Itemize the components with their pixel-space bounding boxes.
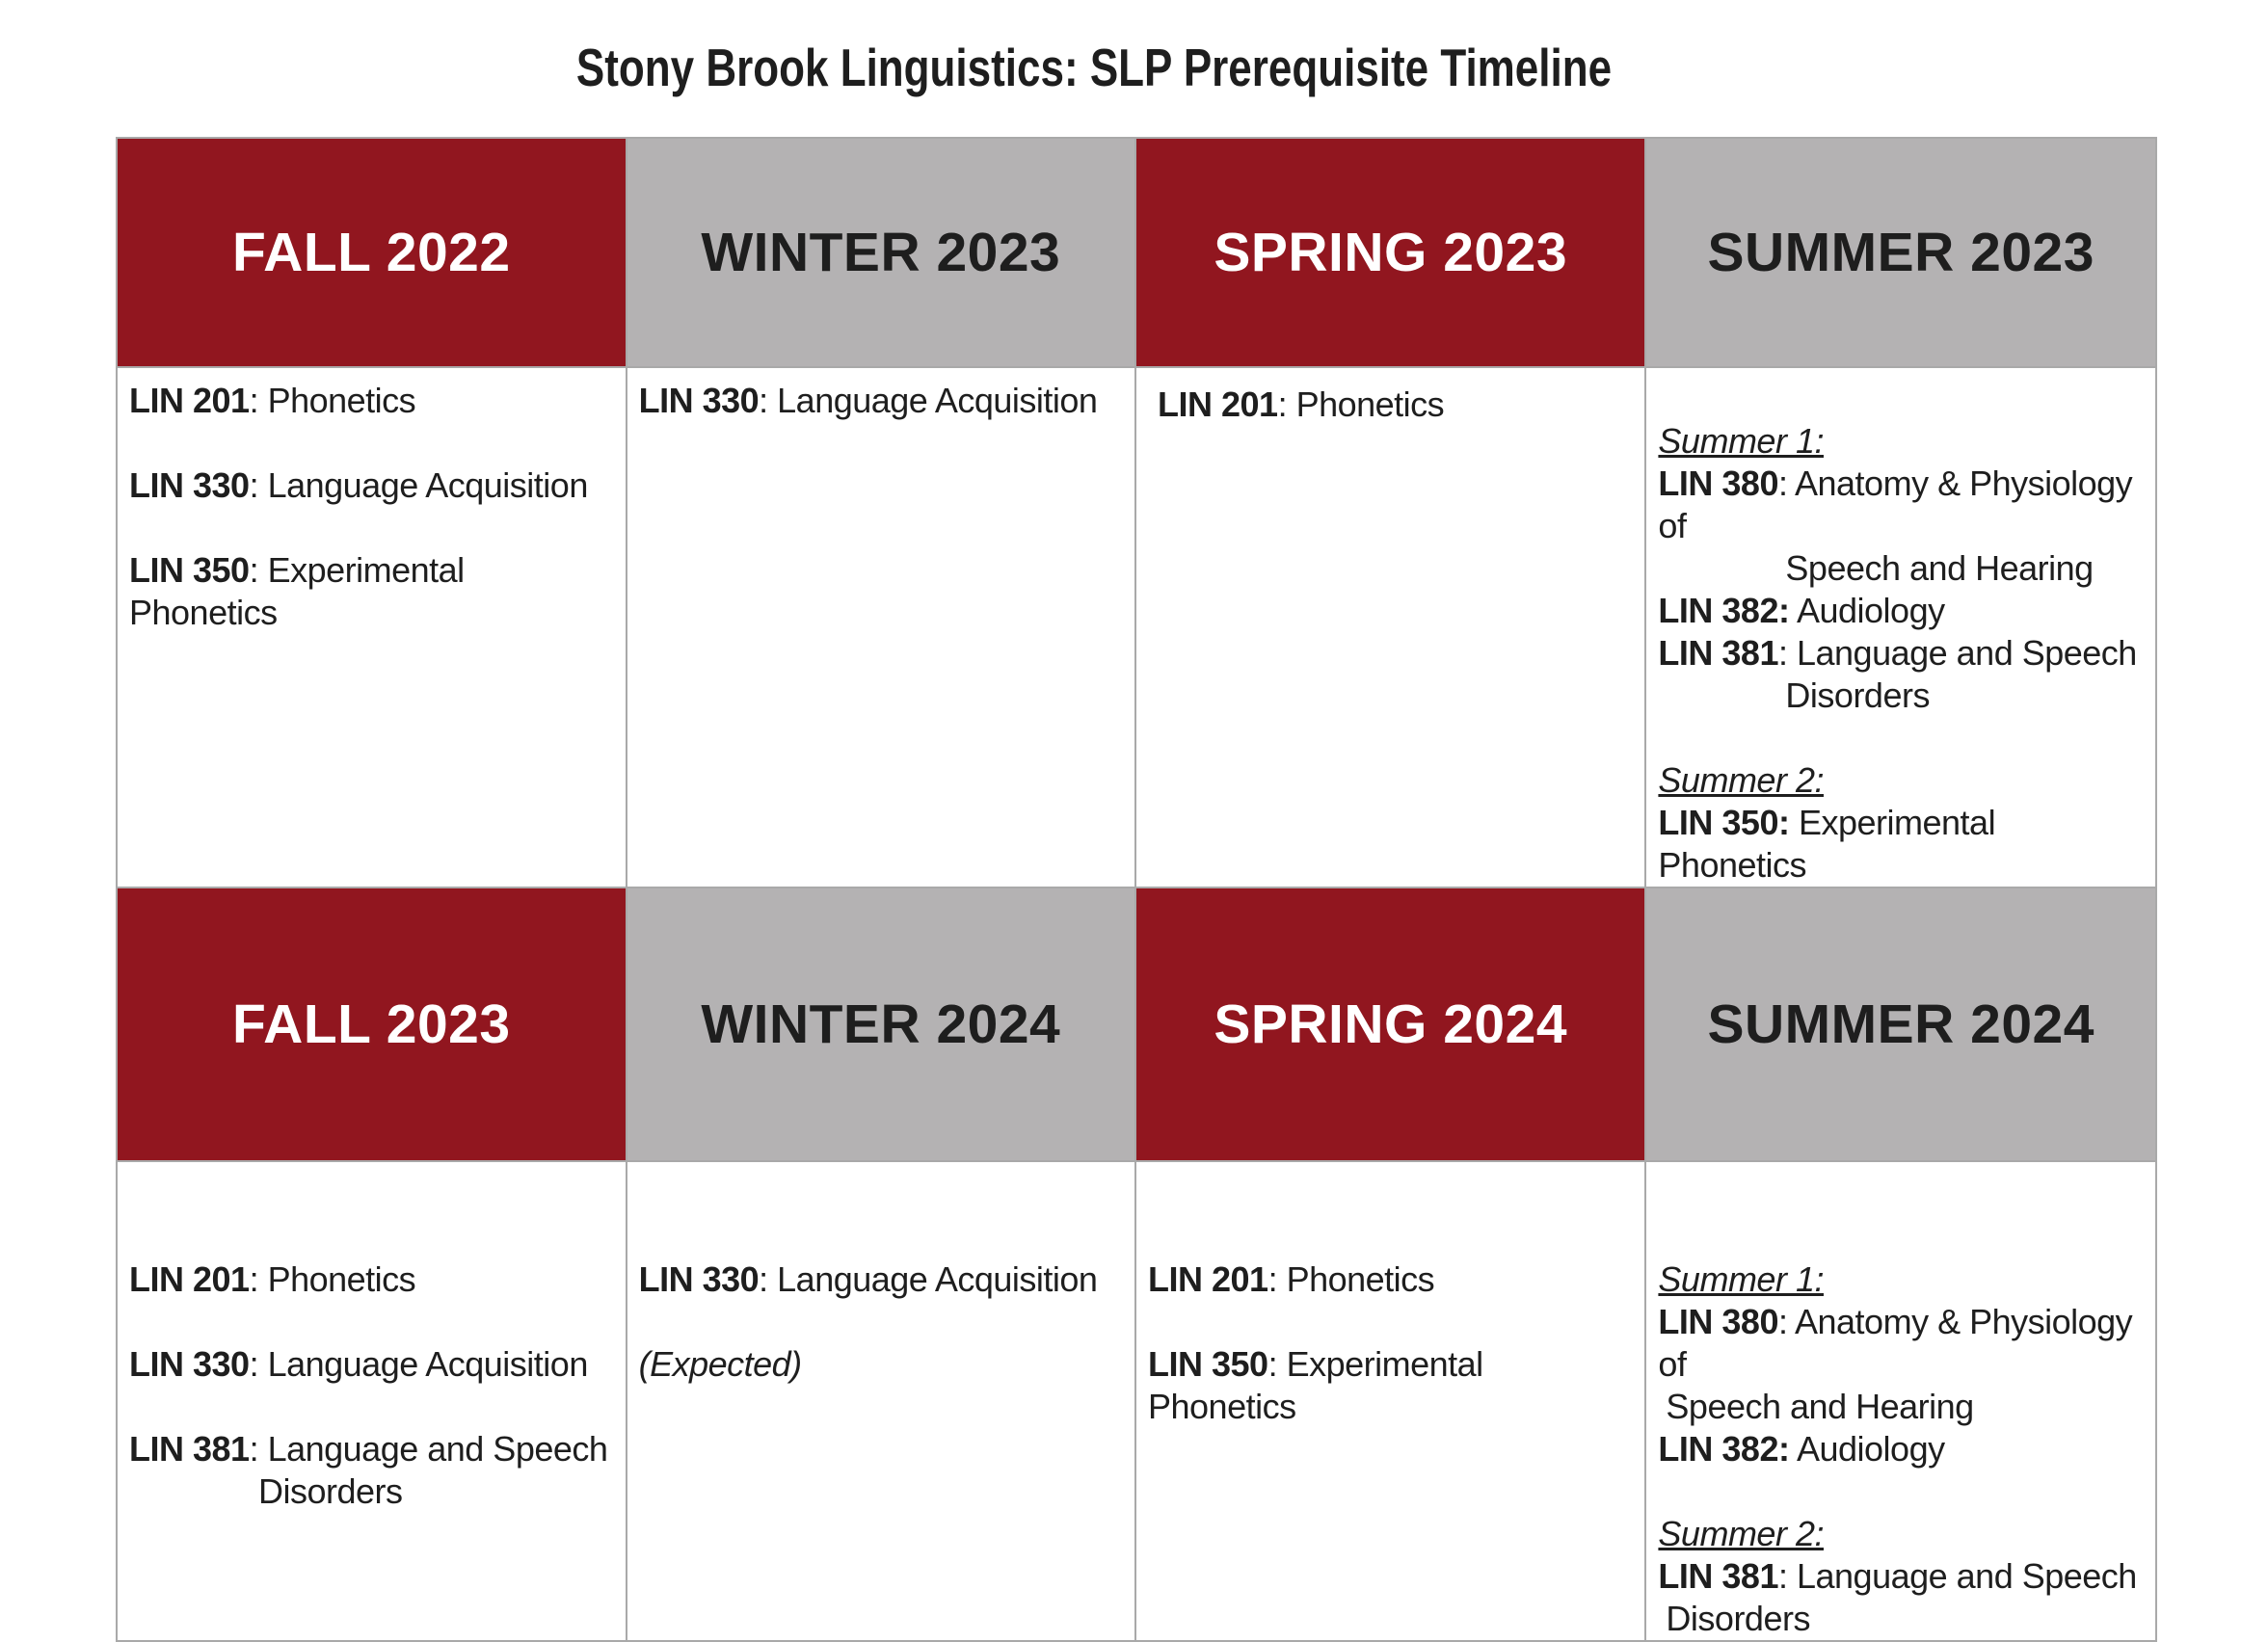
- course-item: [129, 1343, 614, 1386]
- header-label: WINTER 2024: [701, 993, 1061, 1055]
- course-item: [1658, 802, 2144, 887]
- cell-spring-2024: [1135, 1161, 1645, 1641]
- course-code: LIN 381: [1658, 633, 1778, 673]
- course-name: Audiology: [1789, 591, 1945, 630]
- course-name: : Language and Speech: [1777, 1556, 2137, 1596]
- course-item: [1658, 463, 2144, 547]
- course-code: LIN 350:: [1658, 803, 1790, 842]
- course-name: : Language and Speech: [249, 1429, 608, 1469]
- course-item: [1658, 632, 2144, 675]
- course-name: : Language Acquisition: [759, 1259, 1098, 1299]
- timeline-table: [116, 137, 2157, 1642]
- course-name: : Language Acquisition: [249, 1344, 588, 1384]
- course-name: : Language and Speech: [1777, 633, 2137, 673]
- course-item: [129, 1258, 614, 1301]
- course-item: [1658, 1555, 2144, 1598]
- course-name: Experimental Phonetics: [1658, 803, 1996, 885]
- course-code: LIN 381: [1658, 1556, 1778, 1596]
- body-row-2: [117, 1161, 2156, 1641]
- course-code: LIN 350: [1148, 1344, 1268, 1384]
- cell-fall-2023: [117, 1161, 627, 1641]
- course-name-continued: Speech and Hearing: [1785, 548, 2094, 588]
- course-code: LIN 350: [129, 550, 250, 590]
- header-label: SPRING 2023: [1214, 222, 1568, 283]
- course-item: [129, 380, 614, 422]
- cell-spring-2023: [1135, 367, 1645, 887]
- header-summer-2024: [1645, 887, 2156, 1161]
- course-name: : Phonetics: [1277, 384, 1445, 424]
- session-label: Summer 1:: [1658, 421, 1824, 461]
- expected-note: (Expected): [638, 1344, 802, 1384]
- course-name: Audiology: [1789, 1429, 1945, 1469]
- course-item: [129, 549, 614, 634]
- course-name: : Experimental Phonetics: [1148, 1344, 1483, 1426]
- header-row-1: [117, 138, 2156, 367]
- course-code: LIN 381: [129, 1429, 250, 1469]
- course-name-continued: Disorders: [258, 1471, 403, 1511]
- course-code: LIN 382:: [1658, 591, 1790, 630]
- course-code: LIN 330: [129, 465, 250, 505]
- course-item: [639, 1258, 1123, 1301]
- header-row-2: [117, 887, 2156, 1161]
- course-name: : Phonetics: [1267, 1259, 1435, 1299]
- course-code: LIN 330: [638, 1259, 760, 1299]
- course-name-continued: Disorders: [1666, 1599, 1810, 1638]
- course-code: LIN 380: [1658, 1302, 1778, 1341]
- course-name: : Anatomy & Physiology of: [1658, 1302, 2133, 1384]
- cell-summer-2023: [1645, 367, 2156, 887]
- course-name: : Anatomy & Physiology of: [1658, 463, 2133, 545]
- course-name: : Language Acquisition: [249, 465, 588, 505]
- page-title: Stony Brook Linguistics: SLP Prerequisite Timeline: [575, 38, 1613, 97]
- header-winter-2023: [627, 138, 1135, 367]
- course-name: : Phonetics: [249, 381, 416, 420]
- header-label: WINTER 2023: [701, 222, 1061, 283]
- cell-winter-2024: [627, 1161, 1135, 1641]
- session-label: Summer 1:: [1658, 1259, 1824, 1299]
- cell-fall-2022: [117, 367, 627, 887]
- course-code: LIN 330: [638, 381, 760, 420]
- course-item: [1658, 1428, 2144, 1470]
- header-label: SUMMER 2024: [1707, 993, 2095, 1055]
- course-item: [1148, 1258, 1633, 1301]
- header-winter-2024: [627, 887, 1135, 1161]
- course-code: LIN 382:: [1658, 1429, 1790, 1469]
- course-code: LIN 380: [1658, 463, 1778, 503]
- course-item: [129, 1428, 614, 1470]
- course-name-continued: Speech and Hearing: [1666, 1387, 1974, 1426]
- cell-summer-2024: [1645, 1161, 2156, 1641]
- body-row-1: [117, 367, 2156, 887]
- header-label: FALL 2022: [231, 222, 511, 283]
- header-summer-2023: [1645, 138, 2156, 367]
- course-item: [1658, 1301, 2144, 1386]
- header-fall-2022: [117, 138, 627, 367]
- header-fall-2023: [117, 887, 627, 1161]
- header-label: FALL 2023: [231, 993, 511, 1055]
- course-item: [1158, 384, 1633, 426]
- course-item: [1658, 590, 2144, 632]
- course-code: LIN 201: [129, 1259, 250, 1299]
- course-code: LIN 201: [1158, 384, 1278, 424]
- header-label: SPRING 2024: [1214, 993, 1568, 1055]
- course-item: [1148, 1343, 1633, 1428]
- header-spring-2024: [1135, 887, 1645, 1161]
- course-code: LIN 201: [1148, 1259, 1268, 1299]
- course-name: : Language Acquisition: [759, 381, 1098, 420]
- course-name: : Phonetics: [249, 1259, 416, 1299]
- header-spring-2023: [1135, 138, 1645, 367]
- session-label: Summer 2:: [1658, 1514, 1824, 1553]
- course-name-continued: Disorders: [1785, 675, 1930, 715]
- session-label: Summer 2:: [1658, 760, 1824, 800]
- course-code: LIN 201: [129, 381, 250, 420]
- course-name: : Experimental Phonetics: [129, 550, 465, 632]
- course-code: LIN 330: [129, 1344, 250, 1384]
- cell-winter-2023: [627, 367, 1135, 887]
- header-label: SUMMER 2023: [1707, 222, 2095, 283]
- course-item: [639, 380, 1123, 422]
- course-item: [129, 464, 614, 507]
